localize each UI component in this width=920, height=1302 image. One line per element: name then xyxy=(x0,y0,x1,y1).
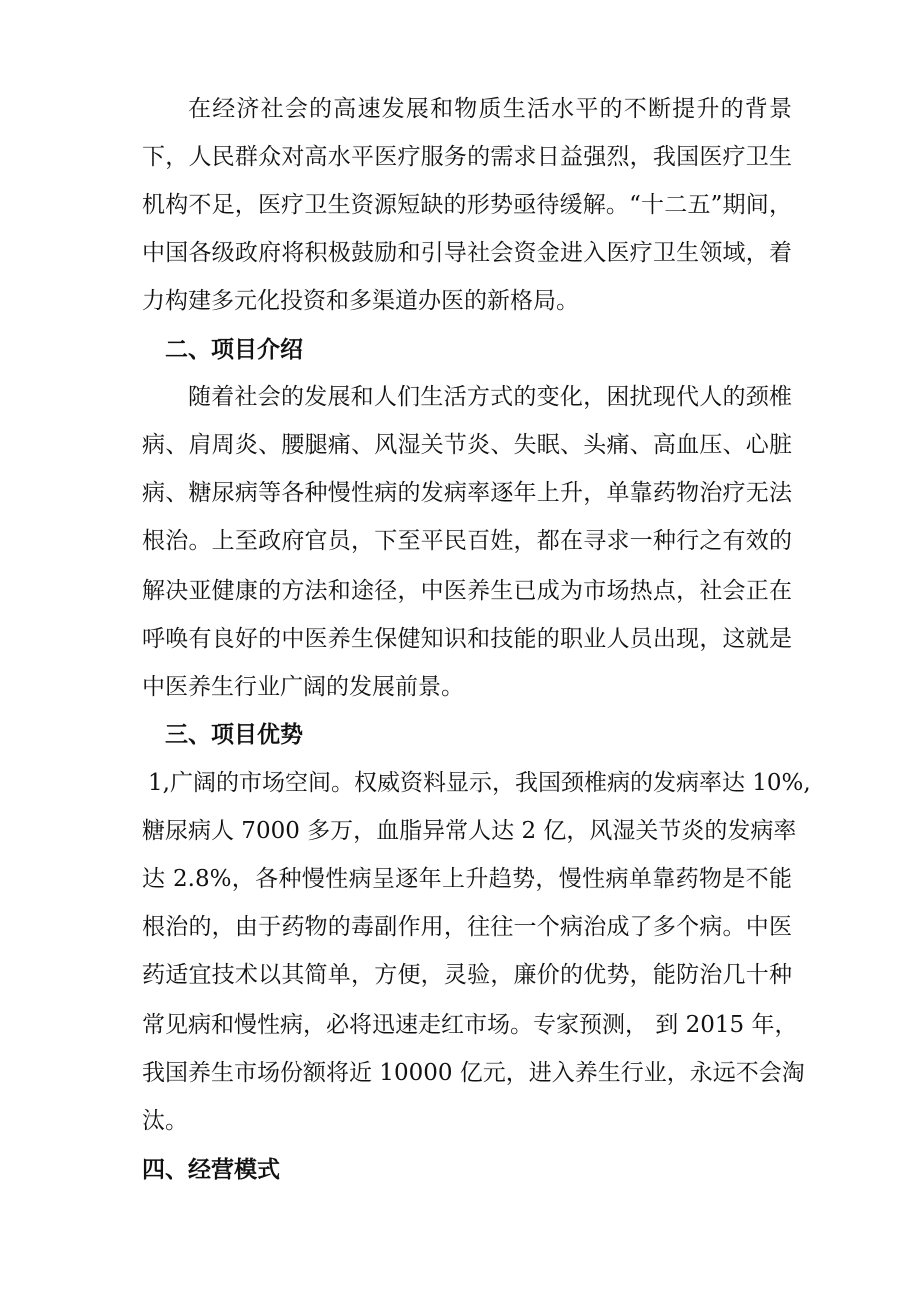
section-heading-project-intro: 二、项目介绍 xyxy=(165,337,303,363)
intro-line-5: 力构建多元化投资和多渠道办医的新格局。 xyxy=(142,288,579,314)
section2-line-6: 呼唤有良好的中医养生保健知识和技能的职业人员出现，这就是 xyxy=(142,626,792,652)
section2-line-3: 病、糖尿病等各种慢性病的发病率逐年上升，单靠药物治疗无法 xyxy=(142,480,792,506)
intro-line-1: 在经济社会的高速发展和物质生活水平的不断提升的背景 xyxy=(188,96,792,122)
section2-line-4: 根治。上至政府官员，下至平民百姓，都在寻求一种行之有效的 xyxy=(142,528,792,554)
section3-line-2: 糖尿病人 7000 多万，血脂异常人达 2 亿，风湿关节炎的发病率 xyxy=(142,818,797,844)
section2-line-5: 解决亚健康的方法和途径，中医养生已成为市场热点，社会正在 xyxy=(142,578,792,604)
section2-line-2: 病、肩周炎、腰腿痛、风湿关节炎、失眠、头痛、高血压、心脏 xyxy=(142,432,792,458)
section2-line-7: 中医养生行业广阔的发展前景。 xyxy=(142,674,464,700)
section3-line-5: 药适宜技术以其简单，方便，灵验，廉价的优势，能防治几十种 xyxy=(142,962,792,988)
section-heading-project-advantages: 三、项目优势 xyxy=(165,722,303,748)
section3-line-4: 根治的，由于药物的毒副作用，往往一个病治成了多个病。中医 xyxy=(142,914,792,940)
section3-line-3: 达 2.8%，各种慢性病呈逐年上升趋势，慢性病单靠药物是不能 xyxy=(142,866,792,892)
section2-line-1: 随着社会的发展和人们生活方式的变化，困扰现代人的颈椎 xyxy=(188,384,792,410)
intro-line-2: 下，人民群众对高水平医疗服务的需求日益强烈，我国医疗卫生 xyxy=(142,144,792,170)
section3-line-1: 1,广阔的市场空间。权威资料显示，我国颈椎病的发病率达 10%, xyxy=(148,770,811,796)
intro-line-3: 机构不足，医疗卫生资源短缺的形势亟待缓解。“十二五”期间， xyxy=(142,192,792,218)
section3-line-7: 我国养生市场份额将近 10000 亿元，进入养生行业，永远不会淘 xyxy=(142,1060,805,1086)
section3-line-8: 汰。 xyxy=(142,1108,188,1134)
section-heading-business-model: 四、经营模式 xyxy=(142,1157,280,1183)
intro-line-4: 中国各级政府将积极鼓励和引导社会资金进入医疗卫生领域，着 xyxy=(142,240,792,266)
section3-line-6: 常见病和慢性病，必将迅速走红市场。专家预测， 到 2015 年， xyxy=(142,1012,798,1038)
